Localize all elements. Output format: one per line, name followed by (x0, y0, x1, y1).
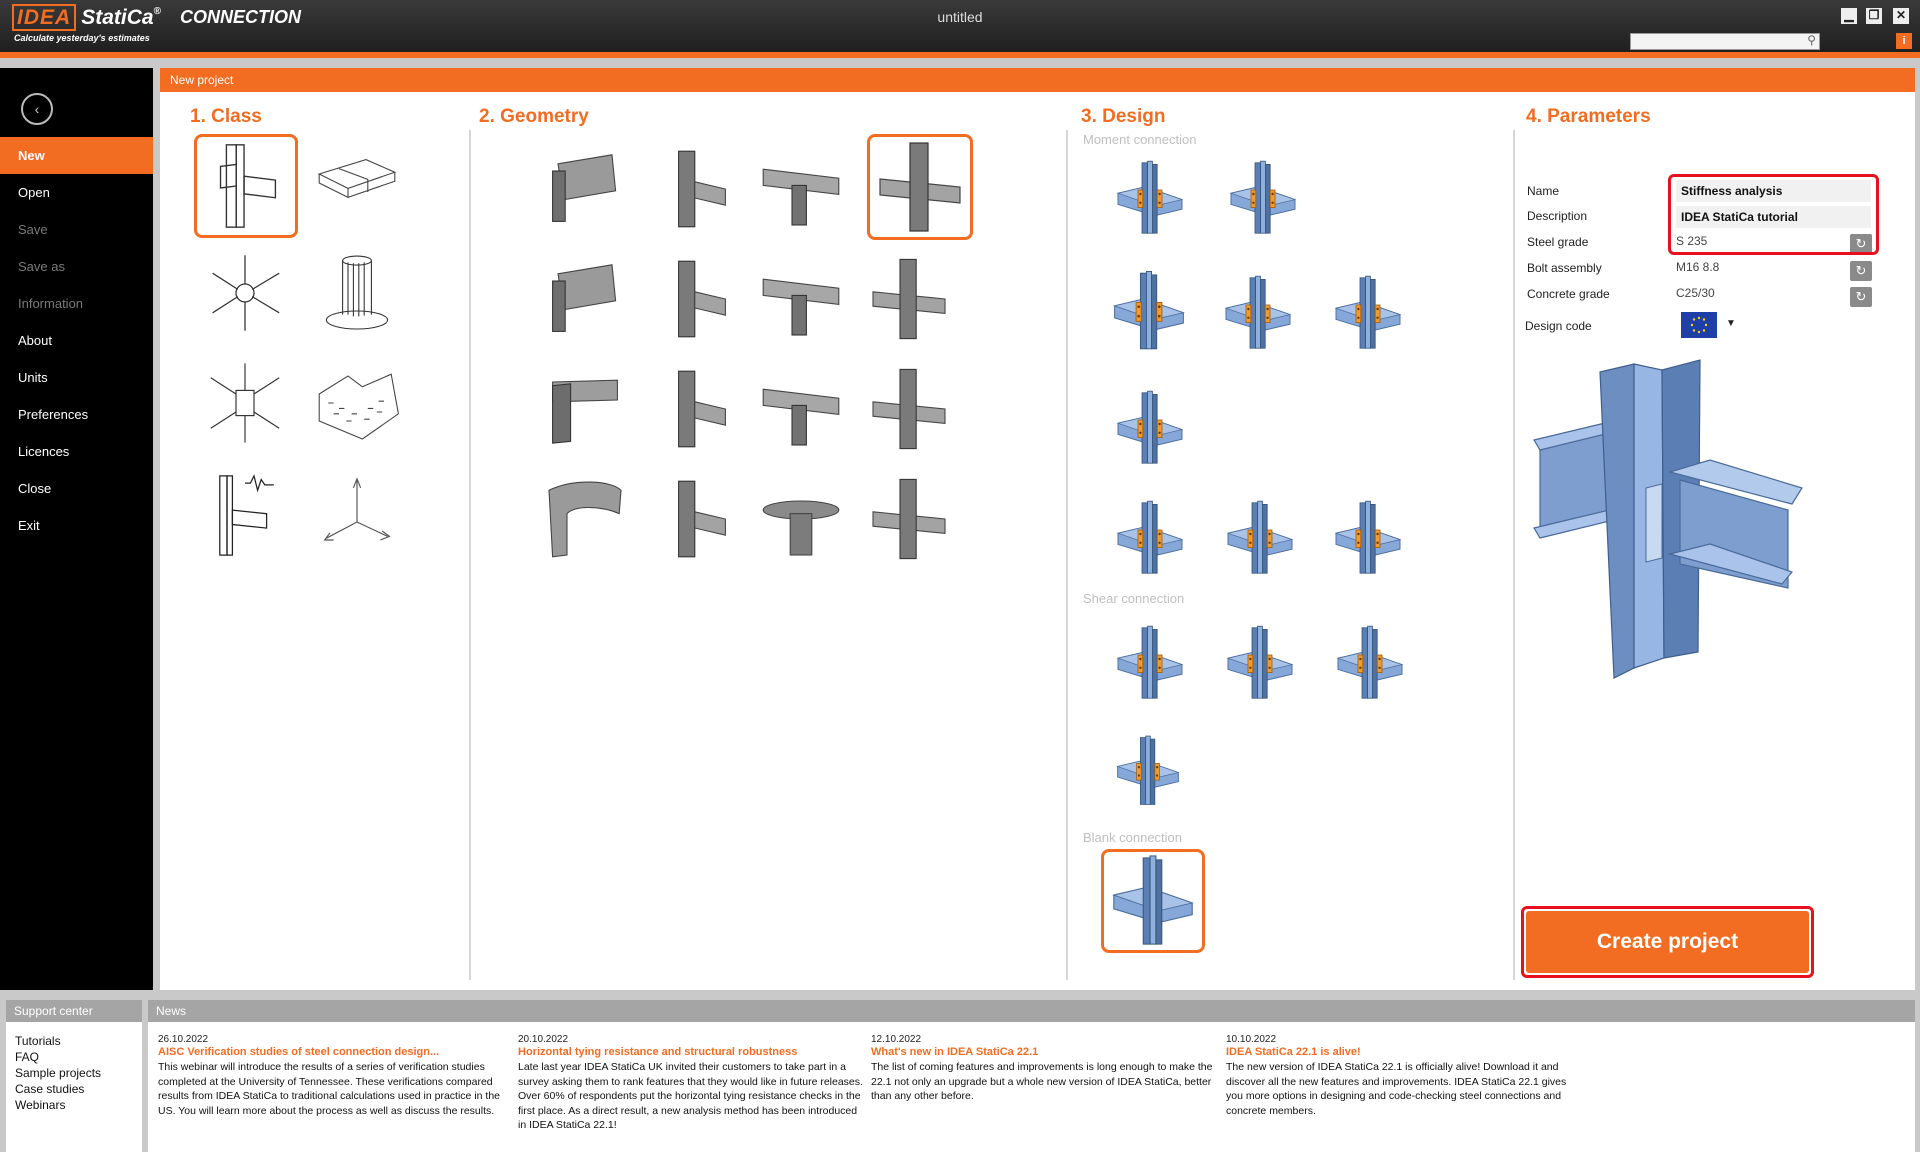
beam-joint-sketch-icon (312, 138, 402, 228)
tube-corner-icon (540, 474, 630, 564)
box-cross-icon (864, 364, 954, 454)
search-input[interactable] (1630, 33, 1820, 50)
search-icon[interactable]: ⚲ (1807, 33, 1816, 47)
class-seismic-tile[interactable] (200, 468, 290, 563)
sidebar-item-new[interactable]: New (0, 137, 153, 174)
design-template-tile[interactable] (1218, 623, 1302, 703)
logo-registered-mark: ® (153, 6, 161, 17)
design-template-tile[interactable] (1110, 498, 1190, 578)
geometry-tile[interactable] (864, 474, 954, 564)
moment-joint-icon (1110, 498, 1190, 578)
news-headline-link[interactable]: AISC Verification studies of steel connection design... (158, 1046, 440, 1058)
sidebar-item-units[interactable]: Units (18, 370, 48, 385)
create-project-button[interactable]: Create project (1526, 911, 1809, 973)
close-window-button[interactable]: ✕ (1893, 8, 1909, 24)
shear-joint-icon (1110, 623, 1190, 703)
sidebar-item-about[interactable]: About (18, 333, 52, 348)
concrete-grade-reset-icon[interactable]: ↻ (1850, 287, 1872, 307)
news-body: This webinar will introduce the results of a series of verification studies completed at the University of Tennessee. These verifications compared results from IDEA StatiCa to traditional calculations used in practice in the US. You will learn more about the process as well as discuss the results. (158, 1061, 500, 1117)
t-joint-icon (756, 254, 846, 344)
sidebar-item-open[interactable]: Open (18, 185, 50, 200)
minimize-button[interactable]: ▁ (1841, 8, 1857, 24)
geometry-tile[interactable] (864, 254, 954, 344)
sidebar-item-close[interactable]: Close (18, 481, 52, 496)
geometry-tile[interactable] (756, 254, 846, 344)
class-bracing-tile[interactable] (200, 358, 290, 448)
bolt-assembly-reset-icon[interactable]: ↻ (1850, 261, 1872, 281)
cross-joint-icon (864, 254, 954, 344)
shear-joint-icon (1110, 733, 1186, 809)
description-label: Description (1527, 209, 1588, 223)
geometry-tile-selected[interactable] (867, 134, 973, 240)
section-divider (1066, 130, 1068, 980)
design-template-tile[interactable] (1328, 498, 1408, 578)
design-template-tile[interactable] (1110, 623, 1190, 703)
eu-flag-icon[interactable] (1681, 312, 1717, 338)
sidebar-item-preferences[interactable]: Preferences (18, 407, 89, 422)
support-link-webinars[interactable]: Webinars (15, 1098, 66, 1112)
steel-grade-label: Steel grade (1527, 235, 1589, 249)
sidebar (0, 68, 153, 990)
panel-header: New project (160, 68, 1915, 92)
axes-sketch-icon (312, 468, 402, 558)
news-panel (148, 1000, 1915, 1152)
sidebar-item-information[interactable]: Information (18, 296, 84, 311)
app-tagline: Calculate yesterday's estimates (14, 33, 150, 43)
class-anchoring-tile[interactable] (312, 248, 402, 338)
section-divider (1513, 130, 1515, 980)
sidebar-item-save-as[interactable]: Save as (18, 259, 65, 274)
moment-joint-icon (1106, 268, 1192, 354)
description-field[interactable]: IDEA StatiCa tutorial (1676, 206, 1871, 228)
geometry-tile[interactable] (756, 364, 846, 454)
class-general-tile[interactable] (312, 468, 402, 558)
bolt-assembly-value[interactable]: M16 8.8 (1676, 260, 1720, 274)
news-headline-link[interactable]: IDEA StatiCa 22.1 is alive! (1226, 1046, 1361, 1058)
concrete-grade-label: Concrete grade (1527, 287, 1610, 301)
support-link-sample-projects[interactable]: Sample projects (15, 1066, 102, 1080)
design-code-dropdown-icon[interactable]: ▼ (1726, 318, 1736, 329)
column-beam-sketch-icon (197, 137, 295, 235)
support-center-title: Support center (6, 1000, 142, 1022)
geometry-tile[interactable] (540, 254, 630, 344)
support-link-faq[interactable]: FAQ (15, 1050, 40, 1064)
joint-3d-preview (1530, 358, 1830, 688)
geometry-tile[interactable] (648, 144, 738, 234)
news-body: The list of coming features and improvements is long enough to make the 22.1 not only an upgrade but a whole new version of IDEA StatiCa, better than any other before. (871, 1061, 1213, 1102)
column-under-beam-icon (756, 144, 846, 234)
design-code-label: Design code (1525, 319, 1592, 333)
box-t-joint-icon (756, 364, 846, 454)
maximize-button[interactable]: ❐ (1866, 8, 1882, 24)
shear-joint-icon (1328, 623, 1412, 703)
support-link-case-studies[interactable]: Case studies (15, 1082, 85, 1096)
class-steel-joint-tile[interactable] (194, 134, 298, 238)
name-description-highlight (1668, 174, 1879, 255)
moment-joint-icon (1218, 273, 1298, 353)
news-title: News (148, 1000, 1915, 1022)
blank-connection-tile-selected[interactable] (1101, 849, 1205, 953)
design-template-tile[interactable] (1110, 388, 1190, 468)
class-gusset-tile[interactable] (312, 358, 402, 448)
steel-grade-value[interactable]: S 235 (1676, 234, 1708, 248)
geometry-tile[interactable] (540, 144, 630, 234)
class-truss-node-tile[interactable] (200, 248, 290, 338)
shear-connection-heading: Shear connection (1083, 591, 1185, 606)
geometry-tile[interactable] (756, 474, 846, 564)
info-button[interactable]: i (1896, 33, 1912, 49)
design-template-tile[interactable] (1328, 273, 1408, 353)
moment-joint-icon (1218, 498, 1302, 578)
news-item (158, 1034, 506, 1118)
concrete-grade-value[interactable]: C25/30 (1676, 286, 1715, 300)
news-date: 10.10.2022 (1226, 1034, 1277, 1045)
name-field[interactable]: Stiffness analysis (1676, 180, 1871, 202)
sidebar-item-licences[interactable]: Licences (18, 444, 70, 459)
moment-joint-icon (1328, 498, 1408, 578)
moment-joint-icon (1110, 158, 1190, 238)
gusset-plate-sketch-icon (312, 358, 402, 448)
box-corner-icon (540, 364, 630, 454)
sidebar-item-exit[interactable]: Exit (18, 518, 40, 533)
tube-branch-icon (648, 474, 738, 564)
news-headline-link[interactable]: Horizontal tying resistance and structural robustness (518, 1046, 798, 1058)
geometry-section-title: 2. Geometry (479, 106, 589, 127)
blank-connection-heading: Blank connection (1083, 830, 1183, 845)
class-section-title: 1. Class (190, 106, 262, 127)
geometry-tile[interactable] (756, 144, 846, 234)
design-template-tile[interactable] (1218, 498, 1302, 578)
section-divider (469, 130, 471, 980)
parameters-section-title: 4. Parameters (1526, 106, 1651, 127)
geometry-tile[interactable] (540, 474, 630, 564)
design-template-tile[interactable] (1110, 158, 1190, 238)
design-template-tile[interactable] (1218, 273, 1298, 353)
support-center-panel (6, 1000, 142, 1152)
geometry-tile[interactable] (540, 364, 630, 454)
name-label: Name (1527, 184, 1560, 198)
moment-joint-icon (1328, 273, 1408, 353)
window-title: untitled (937, 9, 983, 25)
box-beam-column-icon (648, 364, 738, 454)
bolt-assembly-label: Bolt assembly (1527, 261, 1602, 275)
beam-to-column-icon (648, 144, 738, 234)
geometry-tile[interactable] (648, 474, 738, 564)
design-template-tile[interactable] (1106, 268, 1192, 354)
news-date: 26.10.2022 (158, 1034, 209, 1045)
blank-joint-icon (1104, 852, 1202, 950)
shear-joint-icon (1218, 623, 1302, 703)
bracing-node-sketch-icon (200, 358, 290, 448)
design-template-tile[interactable] (1218, 158, 1308, 238)
geometry-tile[interactable] (648, 254, 738, 344)
truss-node-sketch-icon (200, 248, 290, 338)
news-headline-link[interactable]: What's new in IDEA StatiCa 22.1 (871, 1046, 1039, 1058)
corner-joint-icon (540, 254, 630, 344)
news-item (1226, 1034, 1574, 1118)
beam-to-column-end-icon (540, 144, 630, 234)
news-body: Late last year IDEA StatiCa UK invited their customers to take part in a survey asking them to rank features that they would like in future releases. Over 60% of respondents put the horizontal tying resistance checks in the first place. As a direct result, a new analysis method has been introduced in IDEA StatiCa 22.1! (518, 1061, 863, 1131)
beam-to-column-icon (648, 254, 738, 344)
tube-t-joint-icon (756, 474, 846, 564)
design-template-tile[interactable] (1110, 733, 1186, 809)
geometry-tile[interactable] (864, 364, 954, 454)
anchor-base-sketch-icon (312, 248, 402, 338)
news-item (518, 1034, 866, 1133)
moment-joint-icon (1110, 388, 1190, 468)
seismic-joint-sketch-icon (200, 468, 290, 563)
class-beam-splice-tile[interactable] (312, 138, 402, 228)
new-project-panel (160, 68, 1915, 990)
news-date: 12.10.2022 (871, 1034, 922, 1045)
sidebar-item-save[interactable]: Save (18, 222, 48, 237)
logo-idea-text: IDEA (12, 4, 76, 31)
cross-joint-icon (870, 137, 970, 237)
design-template-tile[interactable] (1328, 623, 1412, 703)
steel-grade-reset-icon[interactable]: ↻ (1850, 234, 1872, 254)
logo-statica-text: StatiCa (81, 6, 154, 29)
support-link-tutorials[interactable]: Tutorials (15, 1034, 61, 1048)
news-body: The new version of IDEA StatiCa 22.1 is officially alive! Download it and discover all the new features and improvements. IDEA StatiCa 22.1 gives you more options in designing and code-checking steel connections and concrete members. (1226, 1061, 1567, 1117)
design-section-title: 3. Design (1081, 106, 1166, 127)
moment-connection-heading: Moment connection (1083, 132, 1197, 147)
news-date: 20.10.2022 (518, 1034, 569, 1045)
geometry-tile[interactable] (648, 364, 738, 454)
back-arrow-icon[interactable]: ‹ (21, 93, 53, 125)
tube-cross-icon (864, 474, 954, 564)
moment-joint-icon (1218, 158, 1308, 238)
app-name: CONNECTION (180, 7, 301, 27)
title-bar (0, 0, 1920, 58)
news-item (871, 1034, 1219, 1104)
title-accent-stripe (0, 52, 1920, 58)
